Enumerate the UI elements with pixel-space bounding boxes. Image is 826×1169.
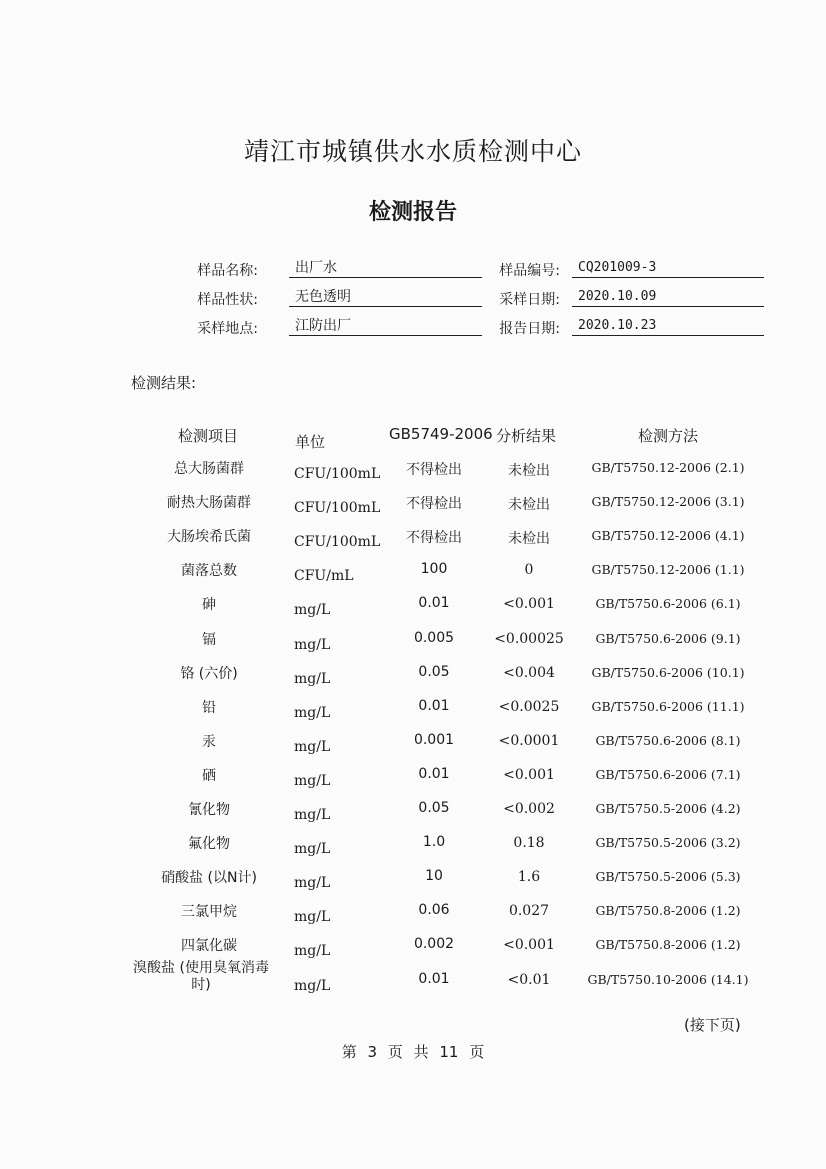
cell-method: GB/T5750.6-2006 (8.1)	[595, 732, 741, 748]
cell-unit: mg/L	[294, 704, 331, 721]
sample-site-value: 江防出厂	[289, 317, 482, 336]
cell-standard: 0.005	[413, 629, 455, 646]
cell-standard: 100	[420, 561, 448, 578]
report-date-label: 报告日期:	[499, 321, 560, 337]
cell-unit: mg/L	[294, 841, 331, 858]
sample-site-label: 采样地点:	[197, 321, 258, 337]
cell-unit: CFU/100mL	[294, 534, 381, 551]
cell-result: 未检出	[508, 497, 550, 514]
cell-method: GB/T5750.8-2006 (1.2)	[595, 937, 741, 953]
cell-standard: 0.01	[418, 595, 450, 612]
cell-standard: 不得检出	[406, 496, 462, 513]
cell-item: 菌落总数	[181, 563, 237, 580]
cell-result: 未检出	[508, 463, 550, 479]
cell-standard: 0.05	[418, 800, 450, 816]
cell-result: <0.001	[503, 937, 555, 954]
cell-method: GB/T5750.6-2006 (11.1)	[591, 698, 745, 714]
cell-standard: 0.01	[418, 970, 450, 987]
header-method: 检测方法	[638, 427, 699, 445]
cell-unit: CFU/100mL	[294, 466, 381, 482]
cell-result: 未检出	[508, 531, 550, 548]
cell-item: 镉	[202, 631, 216, 648]
sample-no-value: CQ201009-3	[572, 259, 764, 278]
report-date-value: 2020.10.23	[572, 317, 764, 336]
sample-no-label: 样品编号:	[499, 263, 560, 279]
cell-result: 0.027	[508, 903, 550, 920]
cell-item: 氟化物	[188, 836, 230, 853]
sample-name-label: 样品名称:	[197, 263, 258, 279]
cell-standard: 0.001	[413, 731, 455, 748]
cell-result: <0.001	[503, 766, 555, 783]
cell-item: 三氯甲烷	[181, 904, 237, 921]
cell-item: 硝酸盐 (以N计)	[161, 870, 257, 887]
cell-item: 四氯化碳	[181, 938, 237, 955]
cell-item: 铅	[202, 699, 216, 716]
cell-method: GB/T5750.5-2006 (4.2)	[595, 801, 741, 816]
header-result: 分析结果	[496, 427, 557, 445]
cell-result: 0	[524, 562, 534, 579]
sample-state-label: 样品性状:	[197, 292, 258, 308]
cell-unit: mg/L	[294, 670, 331, 687]
cell-method: GB/T5750.6-2006 (9.1)	[595, 630, 741, 646]
cell-result: <0.0025	[498, 698, 560, 715]
sample-name-value: 出厂水	[289, 259, 482, 278]
cell-unit: mg/L	[294, 807, 331, 823]
cell-item: 砷	[202, 597, 216, 614]
cell-method: GB/T5750.10-2006 (14.1)	[587, 971, 749, 987]
cell-unit: CFU/100mL	[294, 500, 381, 517]
cell-unit: mg/L	[294, 977, 331, 994]
cell-standard: 10	[425, 868, 443, 885]
cell-standard: 不得检出	[406, 530, 462, 547]
cell-unit: mg/L	[294, 636, 331, 653]
cell-result: <0.001	[503, 596, 555, 613]
cell-standard: 0.01	[418, 697, 450, 714]
cell-method: GB/T5750.6-2006 (7.1)	[595, 766, 741, 782]
cell-item: 耐热大肠菌群	[167, 495, 251, 512]
cell-method: GB/T5750.6-2006 (10.1)	[591, 664, 745, 680]
cell-unit: mg/L	[294, 738, 331, 755]
cell-item: 氰化物	[188, 802, 230, 818]
cell-item: 总大肠菌群	[174, 461, 244, 477]
cell-result: <0.004	[503, 664, 555, 681]
report-subtitle: 检测报告	[368, 200, 457, 225]
cell-unit: mg/L	[294, 943, 331, 960]
results-section-label: 检测结果:	[131, 374, 197, 392]
cell-item: 汞	[202, 733, 216, 750]
cell-unit: mg/L	[294, 875, 331, 892]
cell-result: <0.002	[503, 801, 555, 817]
cell-unit: mg/L	[294, 772, 331, 789]
page-number: 第 3 页 共 11 页	[341, 1043, 485, 1061]
cell-method: GB/T5750.5-2006 (3.2)	[595, 835, 741, 851]
cell-result: <0.0001	[498, 732, 560, 749]
cell-unit: CFU/mL	[294, 568, 354, 585]
header-item: 检测项目	[178, 427, 239, 445]
header-standard: GB5749-2006	[389, 425, 493, 443]
cell-unit: mg/L	[294, 602, 331, 619]
cell-standard: 0.06	[418, 902, 450, 919]
cell-method: GB/T5750.12-2006 (1.1)	[591, 562, 745, 578]
cell-item: 铬 (六价)	[180, 665, 238, 682]
cell-method: GB/T5750.6-2006 (6.1)	[595, 596, 741, 612]
header-unit: 单位	[295, 433, 326, 451]
cell-standard: 1.0	[422, 834, 446, 851]
sample-state-value: 无色透明	[289, 288, 482, 307]
cell-standard: 0.01	[418, 765, 450, 782]
cell-standard: 不得检出	[406, 462, 462, 478]
cell-method: GB/T5750.12-2006 (3.1)	[591, 494, 745, 510]
cell-standard: 0.05	[418, 663, 450, 680]
cell-method: GB/T5750.12-2006 (2.1)	[591, 460, 745, 475]
cell-result: <0.01	[507, 971, 551, 988]
sample-date-label: 采样日期:	[499, 292, 560, 308]
cell-standard: 0.002	[413, 936, 455, 953]
cell-method: GB/T5750.8-2006 (1.2)	[595, 903, 741, 919]
cell-method: GB/T5750.5-2006 (5.3)	[595, 869, 741, 885]
sample-date-value: 2020.10.09	[572, 288, 764, 307]
cell-item: 硒	[202, 767, 216, 784]
cell-unit: mg/L	[294, 909, 331, 926]
report-org-title: 靖江市城镇供水水质检测中心	[243, 137, 582, 166]
cell-method: GB/T5750.12-2006 (4.1)	[591, 528, 745, 544]
cell-item: 溴酸盐 (使用臭氧消毒时)	[133, 959, 269, 993]
cell-result: <0.00025	[494, 630, 564, 647]
cell-result: 0.18	[513, 835, 545, 852]
cell-item: 大肠埃希氏菌	[167, 529, 251, 546]
continued-note: (接下页)	[684, 1016, 741, 1034]
cell-result: 1.6	[517, 869, 541, 886]
